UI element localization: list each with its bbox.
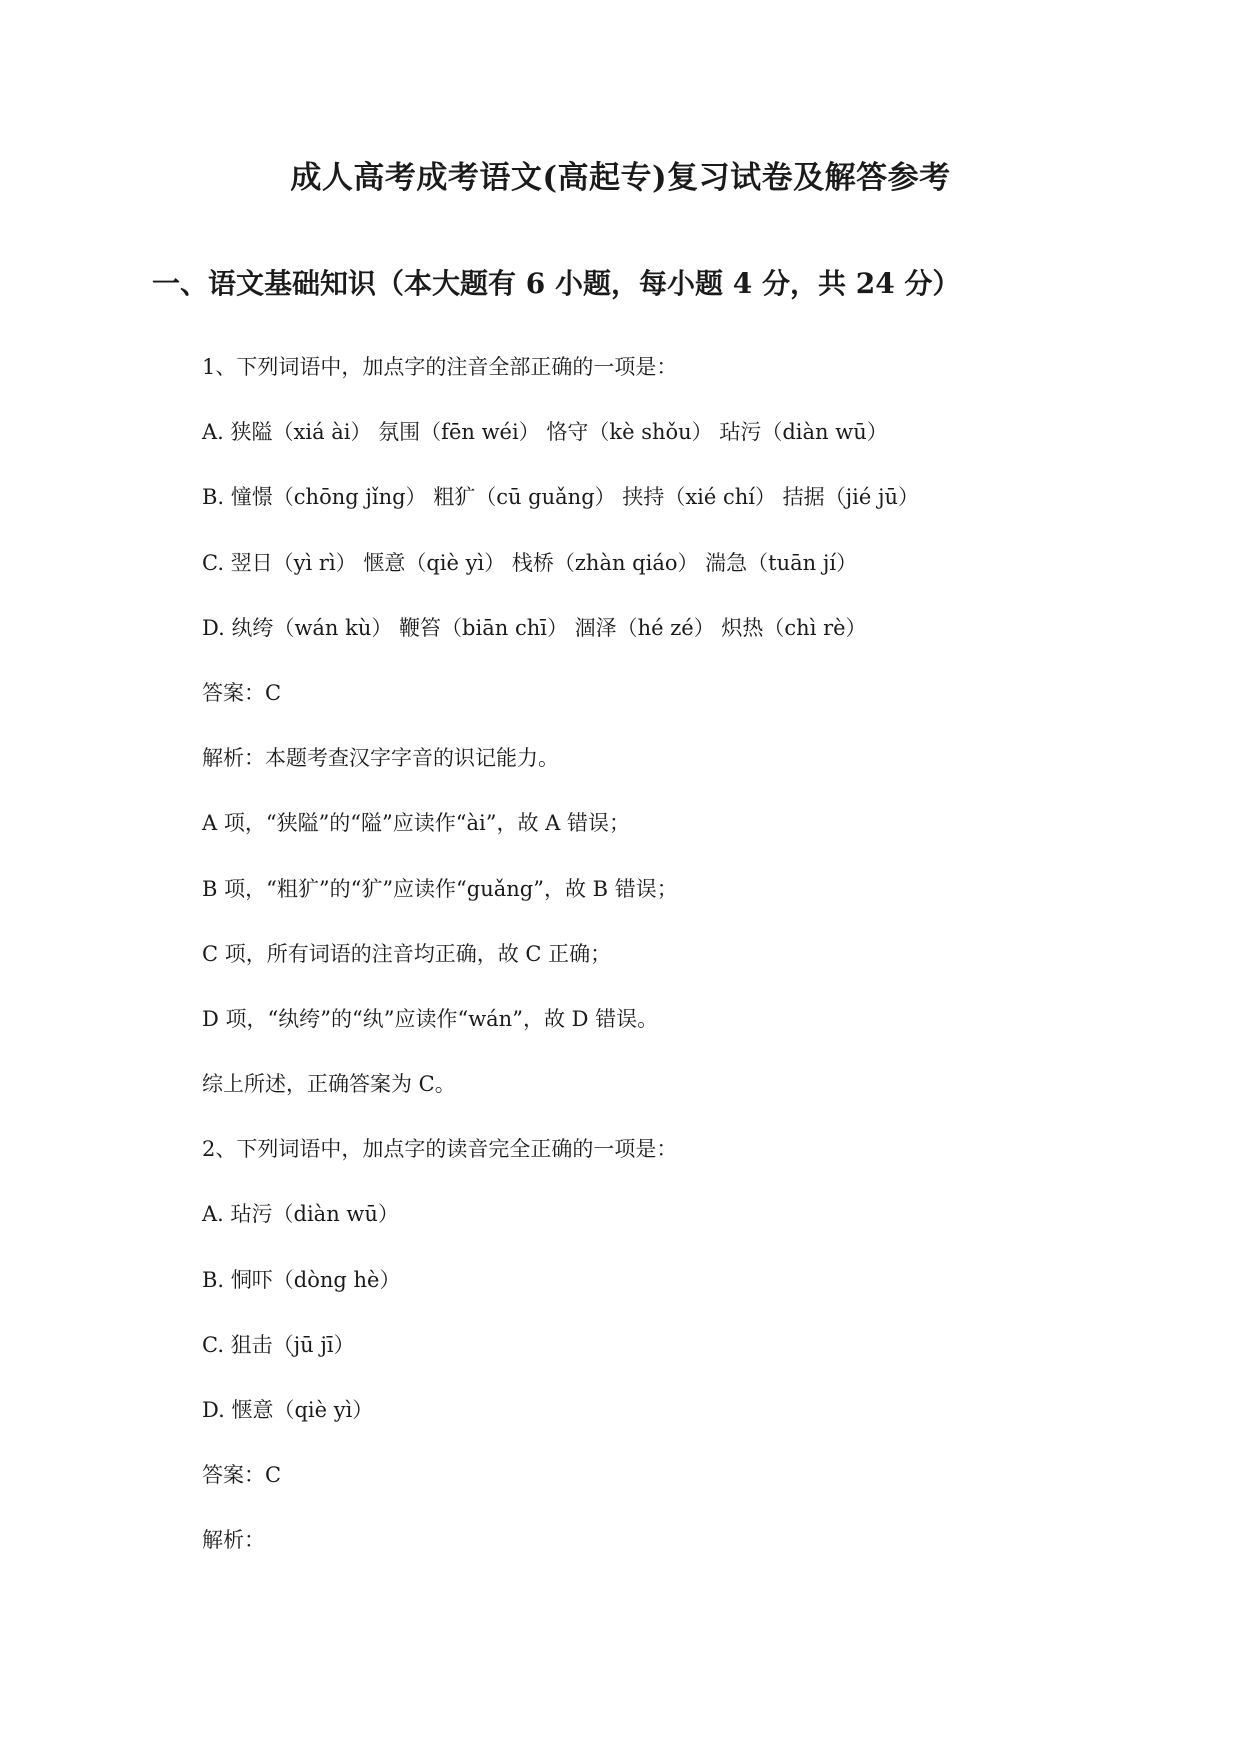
question-2-option-a: A. 玷污（diàn wū） <box>202 1202 399 1227</box>
question-1-option-b: B. 憧憬（chōng jǐng） 粗犷（cū guǎng） 挟持（xié chí） 拮据（jié jū） <box>202 485 920 510</box>
question-2-option-b: B. 恫吓（dòng hè） <box>202 1267 401 1292</box>
question-1-analysis-c: C 项，所有词语的注音均正确，故 C 正确； <box>202 941 612 966</box>
question-1-option-d: D. 纨绔（wán kù） 鞭笞（biān chī） 涸泽（hé zé） 炽热（chì rè） <box>202 615 867 640</box>
question-2-analysis-label: 解析： <box>202 1528 265 1553</box>
document-title: 成人高考成考语文(高起专)复习试卷及解答参考 <box>290 160 951 196</box>
question-2-stem: 2、下列词语中，加点字的读音完全正确的一项是： <box>202 1137 678 1162</box>
section-heading: 一、语文基础知识（本大题有 6 小题，每小题 4 分，共 24 分） <box>152 267 961 300</box>
question-1-analysis-d: D 项，“纨绔”的“纨”应读作“wán”，故 D 错误。 <box>202 1006 659 1031</box>
question-1-answer: 答案：C <box>202 680 282 705</box>
question-2-answer: 答案：C <box>202 1463 282 1488</box>
question-1-option-c: C. 翌日（yì rì） 惬意（qiè yì） 栈桥（zhàn qiáo） 湍急（tuān jí） <box>202 550 858 575</box>
question-1-analysis-a: A 项，“狭隘”的“隘”应读作“ài”，故 A 错误； <box>202 811 631 836</box>
question-2-option-d: D. 惬意（qiè yì） <box>202 1398 374 1422</box>
document-body <box>202 349 1202 1588</box>
question-1-stem: 1、下列词语中，加点字的注音全部正确的一项是： <box>202 355 678 379</box>
question-2-option-c: C. 狙击（jū jī） <box>202 1332 355 1357</box>
question-1-analysis-intro: 解析：本题考查汉字字音的识记能力。 <box>202 746 559 771</box>
question-1-analysis-b: B 项，“粗犷”的“犷”应读作“guǎng”，故 B 错误； <box>202 876 678 901</box>
question-1-option-a: A. 狭隘（xiá ài） 氛围（fēn wéi） 恪守（kè shǒu） 玷污（diàn wū） <box>202 420 888 445</box>
question-1-conclusion: 综上所述，正确答案为 C。 <box>202 1072 456 1097</box>
